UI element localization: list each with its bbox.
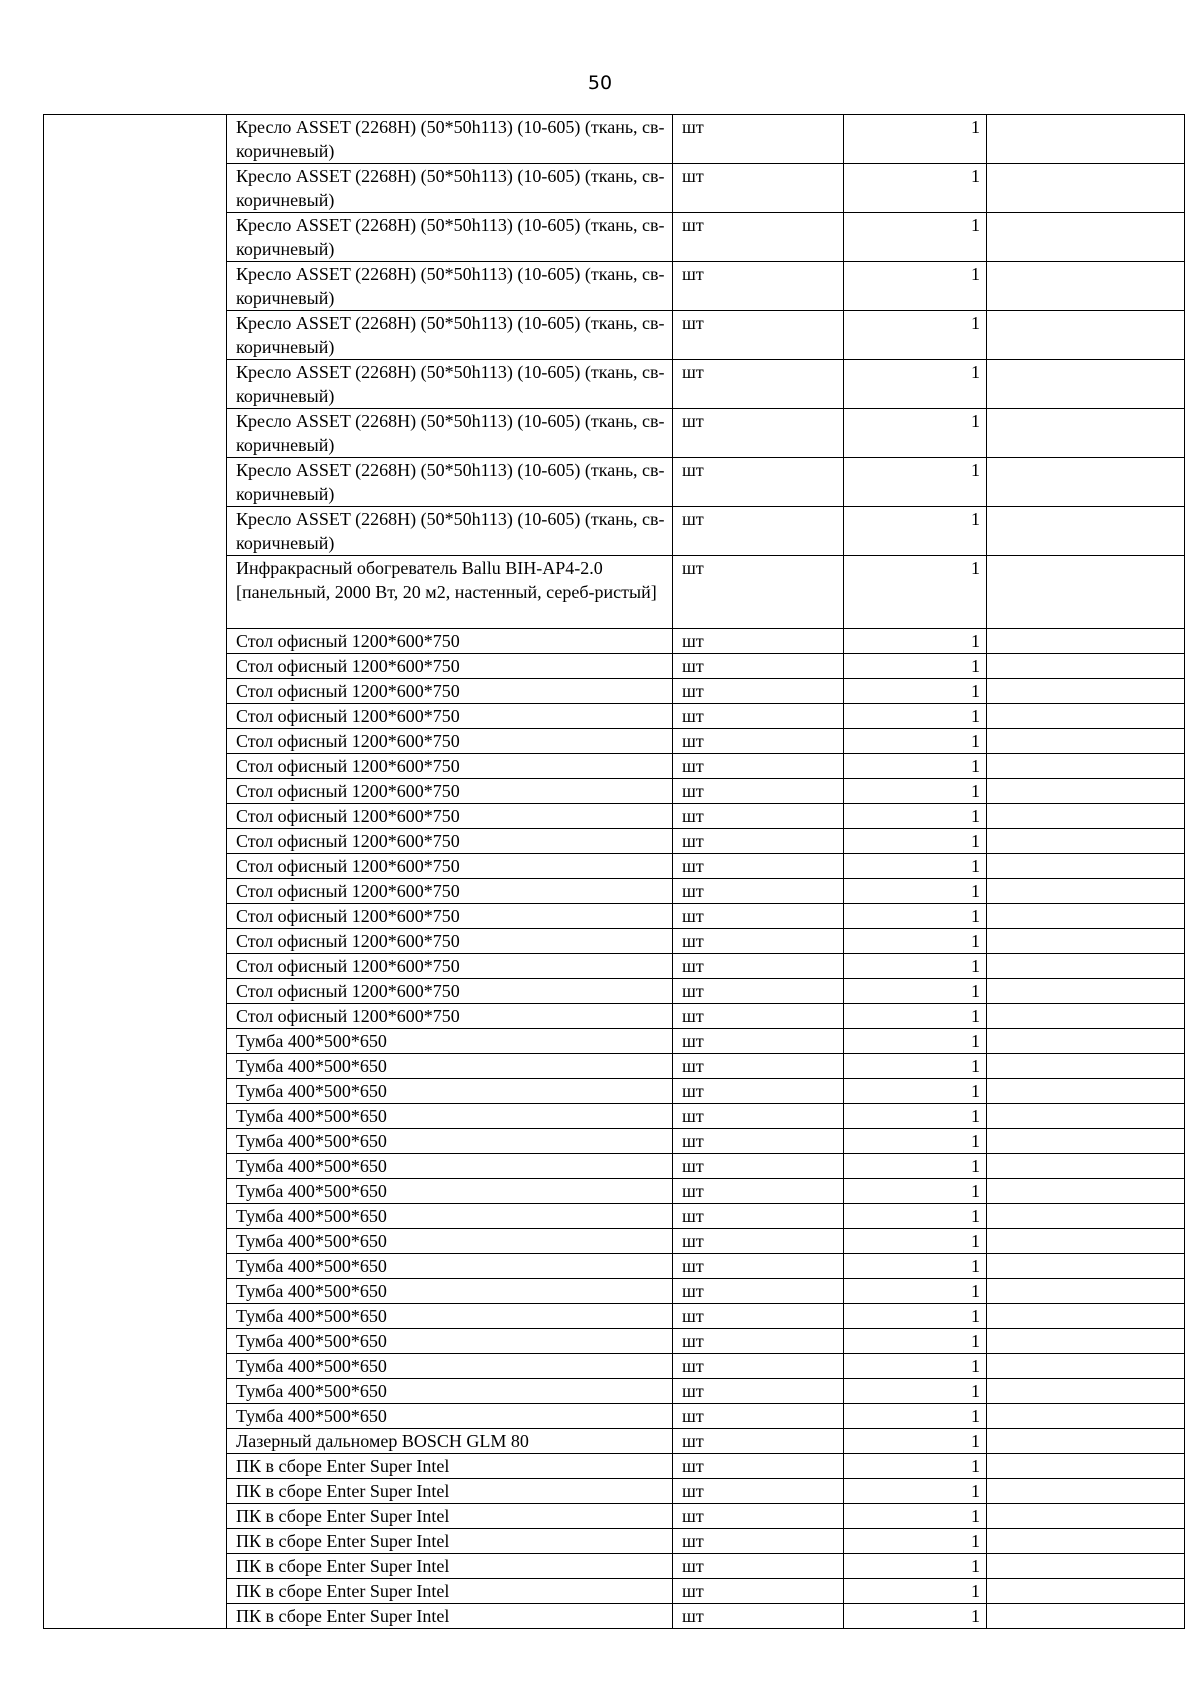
unit-cell: шт xyxy=(673,1529,844,1554)
note-cell xyxy=(987,629,1185,654)
item-name-cell: Тумба 400*500*650 xyxy=(227,1279,673,1304)
item-name-cell: Тумба 400*500*650 xyxy=(227,1179,673,1204)
unit-cell: шт xyxy=(673,729,844,754)
quantity-cell: 1 xyxy=(844,1504,987,1529)
item-name-cell: Стол офисный 1200*600*750 xyxy=(227,729,673,754)
item-name-cell: Тумба 400*500*650 xyxy=(227,1129,673,1154)
note-cell xyxy=(987,115,1185,164)
note-cell xyxy=(987,409,1185,458)
item-name-cell: Тумба 400*500*650 xyxy=(227,1379,673,1404)
item-name-cell: Лазерный дальномер BOSCH GLM 80 xyxy=(227,1429,673,1454)
note-cell xyxy=(987,1579,1185,1604)
note-cell xyxy=(987,1279,1185,1304)
item-name-cell: Тумба 400*500*650 xyxy=(227,1079,673,1104)
unit-cell: шт xyxy=(673,1279,844,1304)
quantity-cell: 1 xyxy=(844,754,987,779)
quantity-cell: 1 xyxy=(844,409,987,458)
unit-cell: шт xyxy=(673,904,844,929)
quantity-cell: 1 xyxy=(844,654,987,679)
item-name-cell: Стол офисный 1200*600*750 xyxy=(227,954,673,979)
unit-cell: шт xyxy=(673,556,844,629)
unit-cell: шт xyxy=(673,779,844,804)
note-cell xyxy=(987,704,1185,729)
unit-cell: шт xyxy=(673,1079,844,1104)
note-cell xyxy=(987,213,1185,262)
unit-cell: шт xyxy=(673,1304,844,1329)
note-cell xyxy=(987,1354,1185,1379)
item-name-cell: Стол офисный 1200*600*750 xyxy=(227,854,673,879)
item-name-cell: Стол офисный 1200*600*750 xyxy=(227,979,673,1004)
item-name-cell: Стол офисный 1200*600*750 xyxy=(227,754,673,779)
note-cell xyxy=(987,262,1185,311)
note-cell xyxy=(987,1304,1185,1329)
table-row xyxy=(44,115,1185,164)
inventory-table-body xyxy=(44,115,1185,1629)
note-cell xyxy=(987,779,1185,804)
item-name-cell: ПК в сборе Enter Super Intel xyxy=(227,1529,673,1554)
quantity-cell: 1 xyxy=(844,979,987,1004)
item-name-cell: Кресло ASSET (2268H) (50*50h113) (10-605) (ткань, св-коричневый) xyxy=(227,115,673,164)
unit-cell: шт xyxy=(673,1254,844,1279)
item-name-cell: Стол офисный 1200*600*750 xyxy=(227,929,673,954)
quantity-cell: 1 xyxy=(844,1079,987,1104)
quantity-cell: 1 xyxy=(844,458,987,507)
note-cell xyxy=(987,1329,1185,1354)
item-name-cell: Кресло ASSET (2268H) (50*50h113) (10-605) (ткань, св-коричневый) xyxy=(227,360,673,409)
quantity-cell: 1 xyxy=(844,1304,987,1329)
item-name-cell: ПК в сборе Enter Super Intel xyxy=(227,1454,673,1479)
unit-cell: шт xyxy=(673,1329,844,1354)
unit-cell: шт xyxy=(673,754,844,779)
quantity-cell: 1 xyxy=(844,262,987,311)
unit-cell: шт xyxy=(673,854,844,879)
quantity-cell: 1 xyxy=(844,1329,987,1354)
note-cell xyxy=(987,1604,1185,1629)
quantity-cell: 1 xyxy=(844,1104,987,1129)
unit-cell: шт xyxy=(673,1454,844,1479)
note-cell xyxy=(987,1554,1185,1579)
quantity-cell: 1 xyxy=(844,854,987,879)
unit-cell: шт xyxy=(673,164,844,213)
unit-cell: шт xyxy=(673,458,844,507)
note-cell xyxy=(987,1204,1185,1229)
note-cell xyxy=(987,904,1185,929)
quantity-cell: 1 xyxy=(844,929,987,954)
unit-cell: шт xyxy=(673,1379,844,1404)
quantity-cell: 1 xyxy=(844,1429,987,1454)
unit-cell: шт xyxy=(673,1029,844,1054)
quantity-cell: 1 xyxy=(844,1154,987,1179)
item-name-cell: Стол офисный 1200*600*750 xyxy=(227,704,673,729)
note-cell xyxy=(987,754,1185,779)
item-name-cell: Кресло ASSET (2268H) (50*50h113) (10-605) (ткань, св-коричневый) xyxy=(227,458,673,507)
item-name-cell: Стол офисный 1200*600*750 xyxy=(227,804,673,829)
unit-cell: шт xyxy=(673,654,844,679)
note-cell xyxy=(987,360,1185,409)
quantity-cell: 1 xyxy=(844,1179,987,1204)
unit-cell: шт xyxy=(673,1004,844,1029)
unit-cell: шт xyxy=(673,1129,844,1154)
item-name-cell: Тумба 400*500*650 xyxy=(227,1204,673,1229)
unit-cell: шт xyxy=(673,704,844,729)
quantity-cell: 1 xyxy=(844,1579,987,1604)
unit-cell: шт xyxy=(673,262,844,311)
quantity-cell: 1 xyxy=(844,1004,987,1029)
quantity-cell: 1 xyxy=(844,679,987,704)
unit-cell: шт xyxy=(673,311,844,360)
quantity-cell: 1 xyxy=(844,729,987,754)
unit-cell: шт xyxy=(673,360,844,409)
quantity-cell: 1 xyxy=(844,1204,987,1229)
unit-cell: шт xyxy=(673,1404,844,1429)
unit-cell: шт xyxy=(673,829,844,854)
quantity-cell: 1 xyxy=(844,904,987,929)
item-name-cell: ПК в сборе Enter Super Intel xyxy=(227,1479,673,1504)
quantity-cell: 1 xyxy=(844,1554,987,1579)
unit-cell: шт xyxy=(673,1579,844,1604)
quantity-cell: 1 xyxy=(844,1229,987,1254)
note-cell xyxy=(987,979,1185,1004)
item-name-cell: Кресло ASSET (2268H) (50*50h113) (10-605) (ткань, св-коричневый) xyxy=(227,409,673,458)
quantity-cell: 1 xyxy=(844,360,987,409)
unit-cell: шт xyxy=(673,1104,844,1129)
unit-cell: шт xyxy=(673,629,844,654)
quantity-cell: 1 xyxy=(844,829,987,854)
item-name-cell: Стол офисный 1200*600*750 xyxy=(227,879,673,904)
quantity-cell: 1 xyxy=(844,879,987,904)
quantity-cell: 1 xyxy=(844,1029,987,1054)
note-cell xyxy=(987,854,1185,879)
note-cell xyxy=(987,1529,1185,1554)
item-name-cell: ПК в сборе Enter Super Intel xyxy=(227,1579,673,1604)
unit-cell: шт xyxy=(673,879,844,904)
note-cell xyxy=(987,1004,1185,1029)
unit-cell: шт xyxy=(673,1554,844,1579)
note-cell xyxy=(987,1479,1185,1504)
item-name-cell: Тумба 400*500*650 xyxy=(227,1054,673,1079)
unit-cell: шт xyxy=(673,1204,844,1229)
note-cell xyxy=(987,1029,1185,1054)
item-name-cell: ПК в сборе Enter Super Intel xyxy=(227,1604,673,1629)
note-cell xyxy=(987,507,1185,556)
quantity-cell: 1 xyxy=(844,164,987,213)
note-cell xyxy=(987,1504,1185,1529)
item-name-cell: Тумба 400*500*650 xyxy=(227,1229,673,1254)
item-name-cell: ПК в сборе Enter Super Intel xyxy=(227,1504,673,1529)
item-name-cell: Стол офисный 1200*600*750 xyxy=(227,1004,673,1029)
quantity-cell: 1 xyxy=(844,1454,987,1479)
inventory-table xyxy=(43,114,1185,1629)
note-cell xyxy=(987,458,1185,507)
note-cell xyxy=(987,556,1185,629)
quantity-cell: 1 xyxy=(844,213,987,262)
unit-cell: шт xyxy=(673,1354,844,1379)
note-cell xyxy=(987,954,1185,979)
quantity-cell: 1 xyxy=(844,1254,987,1279)
unit-cell: шт xyxy=(673,804,844,829)
unit-cell: шт xyxy=(673,1054,844,1079)
item-name-cell: Тумба 400*500*650 xyxy=(227,1404,673,1429)
quantity-cell: 1 xyxy=(844,779,987,804)
note-cell xyxy=(987,1454,1185,1479)
note-cell xyxy=(987,879,1185,904)
quantity-cell: 1 xyxy=(844,1379,987,1404)
quantity-cell: 1 xyxy=(844,704,987,729)
item-name-cell: Тумба 400*500*650 xyxy=(227,1254,673,1279)
unit-cell: шт xyxy=(673,679,844,704)
quantity-cell: 1 xyxy=(844,1129,987,1154)
note-cell xyxy=(987,729,1185,754)
quantity-cell: 1 xyxy=(844,115,987,164)
unit-cell: шт xyxy=(673,213,844,262)
item-name-cell: Кресло ASSET (2268H) (50*50h113) (10-605) (ткань, св-коричневый) xyxy=(227,164,673,213)
item-name-cell: Тумба 400*500*650 xyxy=(227,1154,673,1179)
item-name-cell: Тумба 400*500*650 xyxy=(227,1329,673,1354)
note-cell xyxy=(987,804,1185,829)
item-name-cell: Стол офисный 1200*600*750 xyxy=(227,679,673,704)
item-name-cell: Кресло ASSET (2268H) (50*50h113) (10-605) (ткань, св-коричневый) xyxy=(227,311,673,360)
page-number: 50 xyxy=(587,72,613,94)
item-name-cell: Стол офисный 1200*600*750 xyxy=(227,904,673,929)
note-cell xyxy=(987,654,1185,679)
note-cell xyxy=(987,1404,1185,1429)
quantity-cell: 1 xyxy=(844,1479,987,1504)
quantity-cell: 1 xyxy=(844,556,987,629)
note-cell xyxy=(987,1079,1185,1104)
quantity-cell: 1 xyxy=(844,1529,987,1554)
note-cell xyxy=(987,1179,1185,1204)
unit-cell: шт xyxy=(673,929,844,954)
unit-cell: шт xyxy=(673,115,844,164)
unit-cell: шт xyxy=(673,1604,844,1629)
unit-cell: шт xyxy=(673,979,844,1004)
item-name-cell: Кресло ASSET (2268H) (50*50h113) (10-605) (ткань, св-коричневый) xyxy=(227,507,673,556)
unit-cell: шт xyxy=(673,409,844,458)
quantity-cell: 1 xyxy=(844,1354,987,1379)
quantity-cell: 1 xyxy=(844,954,987,979)
note-cell xyxy=(987,311,1185,360)
quantity-cell: 1 xyxy=(844,629,987,654)
unit-cell: шт xyxy=(673,1179,844,1204)
quantity-cell: 1 xyxy=(844,507,987,556)
unit-cell: шт xyxy=(673,1229,844,1254)
note-cell xyxy=(987,1429,1185,1454)
quantity-cell: 1 xyxy=(844,1054,987,1079)
note-cell xyxy=(987,1054,1185,1079)
unit-cell: шт xyxy=(673,1479,844,1504)
note-cell xyxy=(987,679,1185,704)
unit-cell: шт xyxy=(673,1504,844,1529)
item-name-cell: Кресло ASSET (2268H) (50*50h113) (10-605) (ткань, св-коричневый) xyxy=(227,213,673,262)
merged-first-column-cell xyxy=(44,115,227,1629)
item-name-cell: Стол офисный 1200*600*750 xyxy=(227,629,673,654)
item-name-cell: Стол офисный 1200*600*750 xyxy=(227,654,673,679)
note-cell xyxy=(987,1379,1185,1404)
quantity-cell: 1 xyxy=(844,1604,987,1629)
quantity-cell: 1 xyxy=(844,1404,987,1429)
note-cell xyxy=(987,929,1185,954)
item-name-cell: Тумба 400*500*650 xyxy=(227,1354,673,1379)
item-name-cell: Кресло ASSET (2268H) (50*50h113) (10-605) (ткань, св-коричневый) xyxy=(227,262,673,311)
item-name-cell: Стол офисный 1200*600*750 xyxy=(227,779,673,804)
unit-cell: шт xyxy=(673,1429,844,1454)
note-cell xyxy=(987,1254,1185,1279)
note-cell xyxy=(987,164,1185,213)
item-name-cell: Инфракрасный обогреватель Ballu BIH-AP4-2.0 [панельный, 2000 Вт, 20 м2, настенный, сереб-ристый] xyxy=(227,556,673,629)
unit-cell: шт xyxy=(673,507,844,556)
item-name-cell: Стол офисный 1200*600*750 xyxy=(227,829,673,854)
item-name-cell: Тумба 400*500*650 xyxy=(227,1104,673,1129)
item-name-cell: Тумба 400*500*650 xyxy=(227,1304,673,1329)
item-name-cell: ПК в сборе Enter Super Intel xyxy=(227,1554,673,1579)
unit-cell: шт xyxy=(673,954,844,979)
note-cell xyxy=(987,1129,1185,1154)
quantity-cell: 1 xyxy=(844,804,987,829)
note-cell xyxy=(987,1154,1185,1179)
note-cell xyxy=(987,1104,1185,1129)
quantity-cell: 1 xyxy=(844,1279,987,1304)
note-cell xyxy=(987,1229,1185,1254)
note-cell xyxy=(987,829,1185,854)
item-name-cell: Тумба 400*500*650 xyxy=(227,1029,673,1054)
quantity-cell: 1 xyxy=(844,311,987,360)
unit-cell: шт xyxy=(673,1154,844,1179)
